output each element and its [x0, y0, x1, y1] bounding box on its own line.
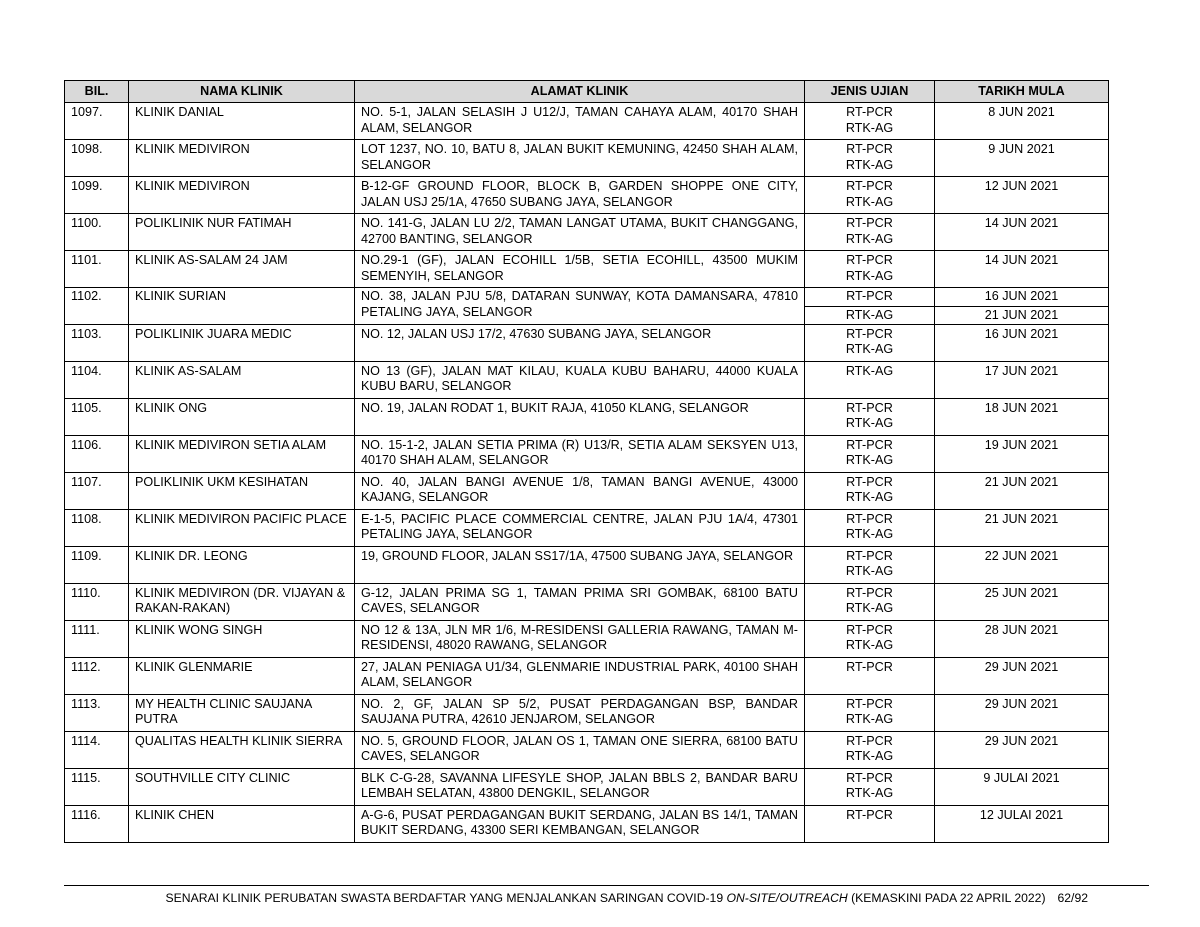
- page-number: 62/92: [1057, 891, 1088, 905]
- row-number: 1109.: [65, 546, 129, 583]
- start-date: 21 JUN 2021: [935, 509, 1109, 546]
- test-types: [805, 103, 935, 140]
- test-types: [805, 509, 935, 546]
- test-type: RT-PCR: [846, 585, 893, 600]
- test-type: RT-PCR: [846, 696, 893, 711]
- test-types: [805, 435, 935, 472]
- test-types: [805, 251, 935, 288]
- test-type: RT-PCR: [846, 622, 893, 637]
- clinic-address: [355, 768, 805, 805]
- test-type: RT-PCR: [846, 548, 893, 563]
- header-alamat-klinik: ALAMAT KLINIK: [355, 81, 805, 103]
- test-types: [805, 472, 935, 509]
- test-types: [805, 620, 935, 657]
- start-date: 8 JUN 2021: [935, 103, 1109, 140]
- clinic-address: [355, 361, 805, 398]
- row-number: 1108.: [65, 509, 129, 546]
- test-type: RT-PCR: [846, 179, 893, 193]
- test-type: RTK-AG: [845, 416, 894, 430]
- table-body: [65, 103, 1109, 843]
- test-type: RTK-AG: [845, 120, 894, 135]
- table-row: [65, 657, 1109, 694]
- clinic-address-text: NO. 141-G, JALAN LU 2/2, TAMAN LANGAT UTAMA, BUKIT CHANGGANG, 42700 BANTING, SELANGOR: [361, 216, 798, 246]
- test-type: RT-PCR: [846, 733, 893, 748]
- start-date: 14 JUN 2021: [935, 251, 1109, 288]
- row-number: 1116.: [65, 805, 129, 842]
- test-type: RTK-AG: [845, 786, 894, 800]
- clinic-name: QUALITAS HEALTH KLINIK SIERRA: [129, 731, 355, 768]
- clinic-address-text: 27, JALAN PENIAGA U1/34, GLENMARIE INDUSTRIAL PARK, 40100 SHAH ALAM, SELANGOR: [361, 659, 798, 689]
- clinic-name: KLINIK GLENMARIE: [129, 657, 355, 694]
- test-type: RT-PCR: [846, 511, 893, 526]
- start-date: 25 JUN 2021: [935, 583, 1109, 620]
- test-type: RT-PCR: [846, 659, 893, 674]
- header-tarikh-mula: TARIKH MULA: [935, 81, 1109, 103]
- test-types: [805, 140, 935, 177]
- row-number: 1103.: [65, 324, 129, 361]
- test-type: RTK-AG: [845, 363, 894, 378]
- start-date: 12 JULAI 2021: [935, 805, 1109, 842]
- test-types: [805, 768, 935, 805]
- test-type: RTK-AG: [845, 527, 894, 541]
- clinic-address: [355, 288, 805, 325]
- test-type: RTK-AG: [845, 638, 894, 652]
- header-jenis-ujian: JENIS UJIAN: [805, 81, 935, 103]
- test-types: [805, 546, 935, 583]
- table-row: [65, 361, 1109, 398]
- clinic-address: [355, 103, 805, 140]
- test-type: RTK-AG: [845, 231, 894, 246]
- clinic-name: KLINIK AS-SALAM: [129, 361, 355, 398]
- row-number: 1111.: [65, 620, 129, 657]
- row-number: 1113.: [65, 694, 129, 731]
- start-date: 28 JUN 2021: [935, 620, 1109, 657]
- clinic-address: [355, 694, 805, 731]
- footer-title: SENARAI KLINIK PERUBATAN SWASTA BERDAFTAR YANG MENJALANKAN SARINGAN COVID-19: [165, 891, 727, 905]
- clinic-address-text: LOT 1237, NO. 10, BATU 8, JALAN BUKIT KEMUNING, 42450 SHAH ALAM, SELANGOR: [361, 142, 798, 172]
- clinic-address: [355, 620, 805, 657]
- table-row: [65, 546, 1109, 583]
- test-type: RT-PCR: [846, 216, 893, 230]
- clinic-address-text: NO. 12, JALAN USJ 17/2, 47630 SUBANG JAYA, SELANGOR: [361, 326, 712, 341]
- clinic-address: [355, 214, 805, 251]
- clinic-address: [355, 177, 805, 214]
- header-nama-klinik: NAMA KLINIK: [129, 81, 355, 103]
- row-number: 1102.: [65, 288, 129, 325]
- test-type: RTK-AG: [845, 194, 894, 209]
- row-number: 1105.: [65, 398, 129, 435]
- clinic-address-text: NO 12 & 13A, JLN MR 1/6, M-RESIDENSI GALLERIA RAWANG, TAMAN M-RESIDENSI, 48020 RAWANG, SELANGOR: [361, 622, 798, 652]
- clinic-address: [355, 731, 805, 768]
- test-types: [805, 177, 935, 214]
- row-number: 1099.: [65, 177, 129, 214]
- test-type: RT-PCR: [846, 770, 893, 785]
- start-date: 16 JUN 2021: [935, 288, 1109, 307]
- test-types: [805, 694, 935, 731]
- row-number: 1112.: [65, 657, 129, 694]
- start-date: 16 JUN 2021: [935, 324, 1109, 361]
- table-row: [65, 805, 1109, 842]
- clinic-address-text: E-1-5, PACIFIC PLACE COMMERCIAL CENTRE, JALAN PJU 1A/4, 47301 PETALING JAYA, SELANGOR: [361, 511, 798, 541]
- clinic-name: KLINIK DR. LEONG: [129, 546, 355, 583]
- table-row: [65, 694, 1109, 731]
- clinic-address-text: G-12, JALAN PRIMA SG 1, TAMAN PRIMA SRI GOMBAK, 68100 BATU CAVES, SELANGOR: [361, 585, 798, 615]
- clinic-address: [355, 509, 805, 546]
- clinic-address-text: A-G-6, PUSAT PERDAGANGAN BUKIT SERDANG, JALAN BS 14/1, TAMAN BUKIT SERDANG, 43300 SERI KEMBANGAN, SELANGOR: [361, 807, 798, 837]
- clinic-name: KLINIK CHEN: [129, 805, 355, 842]
- row-number: 1107.: [65, 472, 129, 509]
- clinic-name: KLINIK MEDIVIRON PACIFIC PLACE: [129, 509, 355, 546]
- clinic-address-text: NO. 38, JALAN PJU 5/8, DATARAN SUNWAY, KOTA DAMANSARA, 47810 PETALING JAYA, SELANGOR: [361, 289, 798, 319]
- test-type: RT-PCR: [846, 253, 893, 267]
- table-row: [65, 435, 1109, 472]
- start-date: 21 JUN 2021: [935, 307, 1109, 325]
- test-types: [805, 324, 935, 361]
- test-types: [805, 361, 935, 398]
- table-row: [65, 288, 1109, 307]
- clinic-address: [355, 398, 805, 435]
- test-types: [805, 657, 935, 694]
- clinic-name: KLINIK DANIAL: [129, 103, 355, 140]
- clinic-address: [355, 805, 805, 842]
- clinic-name: POLIKLINIK JUARA MEDIC: [129, 324, 355, 361]
- test-type: RT-PCR: [846, 400, 893, 415]
- test-type: RTK-AG: [845, 712, 894, 726]
- clinic-address: [355, 435, 805, 472]
- clinic-address-text: NO 13 (GF), JALAN MAT KILAU, KUALA KUBU BAHARU, 44000 KUALA KUBU BARU, SELANGOR: [361, 363, 798, 393]
- table-row: [65, 398, 1109, 435]
- test-types: [805, 731, 935, 768]
- clinic-address: [355, 657, 805, 694]
- start-date: 29 JUN 2021: [935, 731, 1109, 768]
- start-date: 29 JUN 2021: [935, 657, 1109, 694]
- test-type: RT-PCR: [846, 142, 893, 156]
- clinic-name: KLINIK MEDIVIRON SETIA ALAM: [129, 435, 355, 472]
- test-types: [805, 398, 935, 435]
- table-row: [65, 472, 1109, 509]
- start-date: 29 JUN 2021: [935, 694, 1109, 731]
- test-type: RT-PCR: [846, 326, 893, 341]
- clinic-name: KLINIK SURIAN: [129, 288, 355, 325]
- clinic-address-text: NO. 15-1-2, JALAN SETIA PRIMA (R) U13/R, SETIA ALAM SEKSYEN U13, 40170 SHAH ALAM, SELANGOR: [361, 437, 798, 467]
- row-number: 1098.: [65, 140, 129, 177]
- row-number: 1100.: [65, 214, 129, 251]
- table-row: [65, 620, 1109, 657]
- test-type: RT-PCR: [846, 437, 893, 452]
- start-date: 21 JUN 2021: [935, 472, 1109, 509]
- test-types: [805, 805, 935, 842]
- test-type: RT-PCR: [846, 105, 893, 119]
- row-number: 1115.: [65, 768, 129, 805]
- clinic-address-text: B-12-GF GROUND FLOOR, BLOCK B, GARDEN SHOPPE ONE CITY, JALAN USJ 25/1A, 47650 SUBANG JAYA, SELANGOR: [361, 179, 798, 209]
- table-row: [65, 103, 1109, 140]
- clinic-name: KLINIK WONG SINGH: [129, 620, 355, 657]
- clinic-address: [355, 583, 805, 620]
- start-date: 17 JUN 2021: [935, 361, 1109, 398]
- table-row: [65, 177, 1109, 214]
- test-types: [805, 583, 935, 620]
- clinic-address: [355, 140, 805, 177]
- test-type: RTK-AG: [845, 601, 894, 615]
- clinic-name: KLINIK MEDIVIRON: [129, 177, 355, 214]
- clinic-name: SOUTHVILLE CITY CLINIC: [129, 768, 355, 805]
- clinic-name: POLIKLINIK NUR FATIMAH: [129, 214, 355, 251]
- clinic-address: [355, 546, 805, 583]
- test-type: RT-PCR: [805, 288, 935, 307]
- test-type: RTK-AG: [845, 157, 894, 172]
- table-row: [65, 324, 1109, 361]
- test-type: RTK-AG: [845, 268, 894, 283]
- footer-title-suffix: (KEMASKINI PADA 22 APRIL 2022): [847, 891, 1046, 905]
- clinic-address-text: 19, GROUND FLOOR, JALAN SS17/1A, 47500 SUBANG JAYA, SELANGOR: [361, 548, 794, 563]
- test-type: RT-PCR: [846, 807, 893, 822]
- footer-divider: [64, 885, 1149, 886]
- clinic-address-text: NO.29-1 (GF), JALAN ECOHILL 1/5B, SETIA ECOHILL, 43500 MUKIM SEMENYIH, SELANGOR: [361, 253, 798, 283]
- header-bil: BIL.: [65, 81, 129, 103]
- clinic-address-text: NO. 40, JALAN BANGI AVENUE 1/8, TAMAN BANGI AVENUE, 43000 KAJANG, SELANGOR: [361, 474, 798, 504]
- start-date: 22 JUN 2021: [935, 546, 1109, 583]
- start-date: 19 JUN 2021: [935, 435, 1109, 472]
- footer-title-italic: ON-SITE/OUTREACH: [726, 891, 848, 905]
- row-number: 1097.: [65, 103, 129, 140]
- test-types: [805, 214, 935, 251]
- clinic-address-text: NO. 5-1, JALAN SELASIH J U12/J, TAMAN CAHAYA ALAM, 40170 SHAH ALAM, SELANGOR: [361, 105, 798, 135]
- start-date: 9 JUN 2021: [935, 140, 1109, 177]
- test-type: RTK-AG: [845, 749, 894, 763]
- clinic-address-text: NO. 2, GF, JALAN SP 5/2, PUSAT PERDAGANGAN BSP, BANDAR SAUJANA PUTRA, 42610 JENJAROM, SELANGOR: [361, 696, 798, 726]
- test-type: RT-PCR: [846, 474, 893, 489]
- clinic-address-text: NO. 19, JALAN RODAT 1, BUKIT RAJA, 41050 KLANG, SELANGOR: [361, 400, 749, 415]
- clinic-name: POLIKLINIK UKM KESIHATAN: [129, 472, 355, 509]
- table-header-row: [65, 81, 1109, 103]
- start-date: 14 JUN 2021: [935, 214, 1109, 251]
- start-date: 9 JULAI 2021: [935, 768, 1109, 805]
- test-type: RTK-AG: [845, 342, 894, 356]
- test-type: RTK-AG: [805, 307, 935, 325]
- table-row: [65, 731, 1109, 768]
- table-row: [65, 214, 1109, 251]
- clinic-name: MY HEALTH CLINIC SAUJANA PUTRA: [129, 694, 355, 731]
- row-number: 1110.: [65, 583, 129, 620]
- clinic-name: KLINIK ONG: [129, 398, 355, 435]
- table-row: [65, 583, 1109, 620]
- table-row: [65, 768, 1109, 805]
- page-footer: [0, 891, 1088, 905]
- row-number: 1106.: [65, 435, 129, 472]
- test-type: RTK-AG: [845, 453, 894, 467]
- clinic-name: KLINIK MEDIVIRON (DR. VIJAYAN & RAKAN-RAKAN): [129, 583, 355, 620]
- table-row: [65, 251, 1109, 288]
- clinic-table: [64, 80, 1109, 843]
- clinic-address-text: NO. 5, GROUND FLOOR, JALAN OS 1, TAMAN ONE SIERRA, 68100 BATU CAVES, SELANGOR: [361, 733, 798, 763]
- row-number: 1104.: [65, 361, 129, 398]
- clinic-address-text: BLK C-G-28, SAVANNA LIFESYLE SHOP, JALAN BBLS 2, BANDAR BARU LEMBAH SELATAN, 43800 DENGKIL, SELANGOR: [361, 770, 798, 800]
- table-row: [65, 140, 1109, 177]
- start-date: 18 JUN 2021: [935, 398, 1109, 435]
- test-type: RTK-AG: [845, 564, 894, 578]
- start-date: 12 JUN 2021: [935, 177, 1109, 214]
- row-number: 1114.: [65, 731, 129, 768]
- table-row: [65, 509, 1109, 546]
- clinic-address: [355, 251, 805, 288]
- test-type: RTK-AG: [845, 490, 894, 504]
- clinic-name: KLINIK AS-SALAM 24 JAM: [129, 251, 355, 288]
- row-number: 1101.: [65, 251, 129, 288]
- clinic-name: KLINIK MEDIVIRON: [129, 140, 355, 177]
- clinic-address: [355, 324, 805, 361]
- clinic-address: [355, 472, 805, 509]
